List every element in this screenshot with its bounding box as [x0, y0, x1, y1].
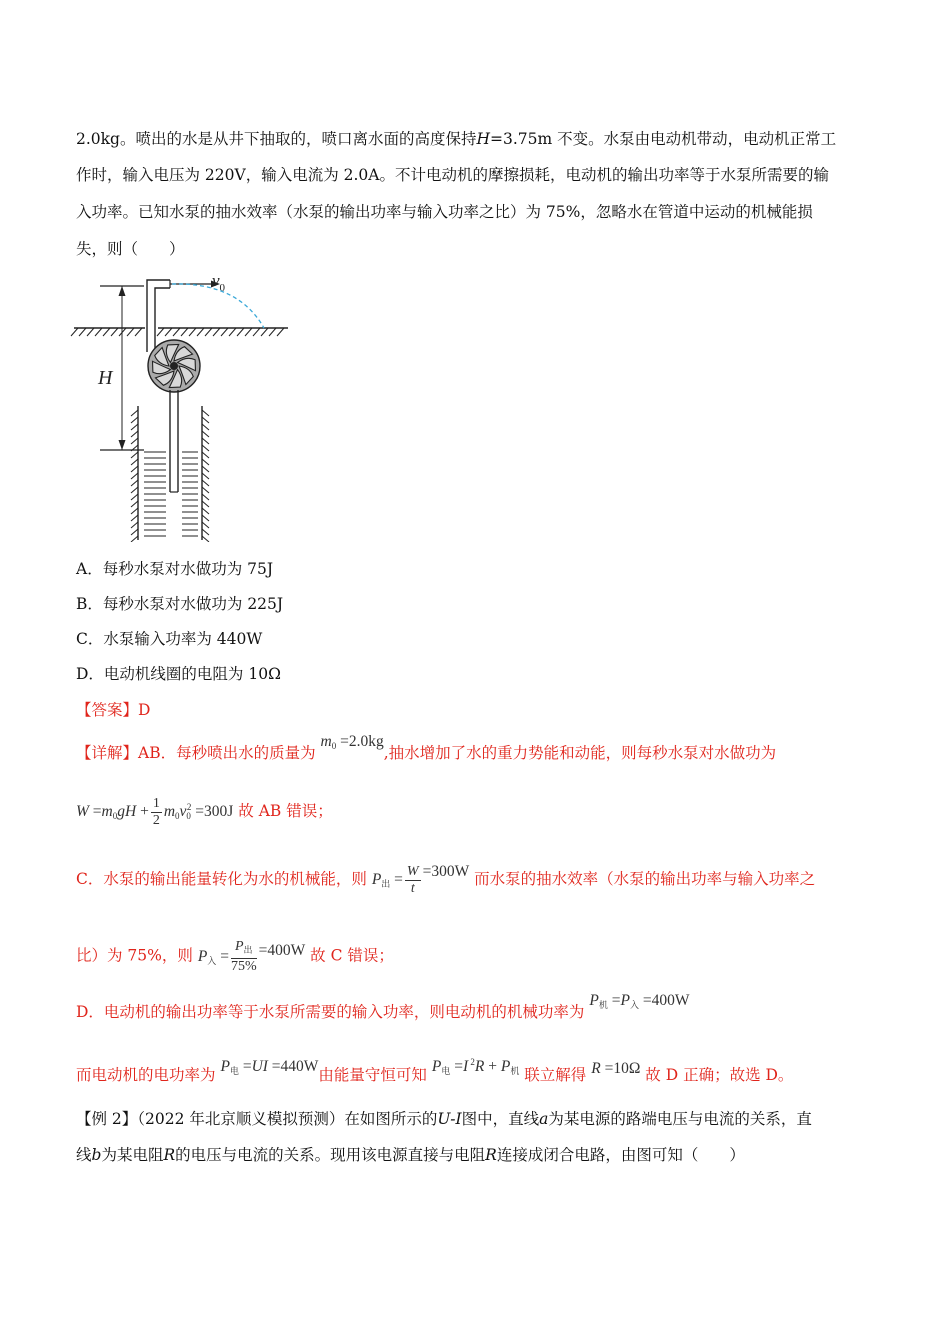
example-text: 图中，直线	[461, 1110, 540, 1128]
explanation-text: 【详解】AB．每秒喷出水的质量为	[76, 744, 316, 762]
option-d[interactable]: D．电动机线圈的电阻为 10Ω	[76, 665, 281, 683]
explanation-line-3	[76, 864, 815, 897]
pump-diagram	[70, 266, 300, 542]
problem-text: 2.0kg。喷出的水是从井下抽取的，喷口离水面的高度保持	[76, 130, 477, 148]
var-R: R	[485, 1146, 497, 1164]
explanation-text: 联立解得	[524, 1066, 587, 1084]
explanation-line-4	[76, 939, 394, 975]
problem-text: =3.75m 不变。水泵由电动机带动，电动机正常工	[490, 130, 837, 148]
example2-line-2	[76, 1144, 745, 1166]
explanation-text: 故 D 正确；故选 D。	[645, 1066, 794, 1084]
option-a[interactable]: A．每秒水泵对水做功为 75J	[76, 560, 274, 578]
math-p-out: $P_出$ = $\frac{W}{t}$ =300W	[371, 863, 470, 896]
label-H: H	[98, 367, 113, 389]
math-p-in: $P_入$ = $\frac{P_出}{75\%}$ =400W	[197, 939, 306, 974]
math-work-formula: $W =m_0gH$ + $\frac{1}{2}$ $m_0v_0^2 =300J$	[76, 796, 234, 828]
problem-line-4: 失，则（ ）	[76, 240, 185, 258]
example-text: 为某电阻	[101, 1146, 164, 1164]
explanation-text: ,抽水增加了水的重力势能和动能，则每秒水泵对水做功为	[383, 744, 777, 762]
explanation-text: 由能量守恒可知	[318, 1066, 427, 1084]
problem-line-2: 作时，输入电压为 220V，输入电流为 2.0A。不计电动机的摩擦损耗，电动机的输出功率等于水泵所需要的输	[76, 166, 829, 184]
explanation-text: 故 C 错误；	[310, 946, 394, 965]
explanation-text: D．电动机的输出功率等于水泵所需要的输入功率，则电动机的机械功率为	[76, 1003, 585, 1021]
math-m0: $m_0 =2.0kg$	[320, 733, 384, 751]
explanation-line-2	[76, 796, 333, 829]
example-text: 的电压与电流的关系。现用该电源直接与电阻	[175, 1146, 486, 1164]
answer: 【答案】D	[76, 701, 151, 719]
problem-line-3: 入功率。已知水泵的抽水效率（水泵的输出功率与输入功率之比）为 75%，忽略水在管道中运动的机械能损	[76, 203, 813, 221]
var-a: a	[539, 1110, 549, 1128]
explanation-line-1	[76, 733, 777, 769]
var-b: b	[91, 1146, 102, 1164]
example-text: 线	[76, 1146, 92, 1164]
var-R: R	[163, 1146, 176, 1164]
explanation-text: C．水泵的输出能量转化为水的机械能，则	[76, 870, 367, 889]
var-UI: U-I	[437, 1110, 462, 1128]
explanation-text: 比）为 75%，则	[76, 946, 193, 965]
explanation-line-6	[76, 1057, 794, 1091]
math-p-mech: $P_机 =P_入 =400W$	[589, 992, 690, 1010]
option-c[interactable]: C．水泵输入功率为 440W	[76, 630, 263, 648]
example2-line-1	[76, 1108, 812, 1130]
var-H: H	[476, 130, 490, 148]
explanation-text: 而水泵的抽水效率（水泵的输出功率与输入功率之	[474, 870, 816, 889]
explanation-text: 故 AB 错误；	[238, 802, 333, 821]
example-text: 为某电源的路端电压与电流的关系，直	[548, 1110, 812, 1128]
math-resistance: R =10Ω	[591, 1060, 641, 1077]
option-b[interactable]: B．每秒水泵对水做功为 225J	[76, 595, 284, 613]
math-energy-conservation: $P_电 =I$ $^2R + P_机$	[431, 1057, 520, 1076]
explanation-text: 而电动机的电功率为	[76, 1066, 216, 1084]
math-p-elec: $P_电 =UI =440W$	[220, 1058, 319, 1076]
example-text: 【例 2】（2022 年北京顺义模拟预测）在如图所示的	[76, 1110, 438, 1128]
problem-line-1	[76, 128, 836, 150]
label-v0: $v_0$	[212, 271, 226, 294]
example-text: 连接成闭合电路，由图可知（ ）	[496, 1146, 745, 1164]
explanation-line-5	[76, 992, 690, 1028]
